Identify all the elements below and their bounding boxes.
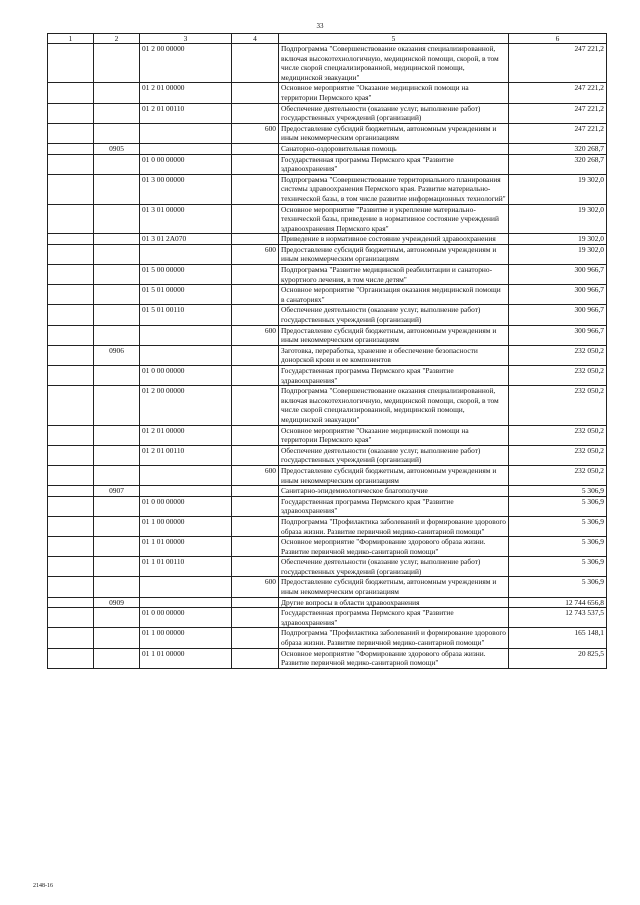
cell-target-article: 01 2 01 00000 — [140, 83, 232, 103]
cell-description: Обеспечение деятельности (оказание услуг, выполнение работ) государственных учреждений (организаций) — [279, 305, 509, 325]
cell-description: Основное мероприятие "Формирование здорового образа жизни. Развитие первичной медико-санитарной помощи" — [279, 648, 509, 668]
cell-target-article: 01 2 00 00000 — [140, 386, 232, 425]
table-row — [48, 123, 607, 143]
cell-description: Обеспечение деятельности (оказание услуг, выполнение работ) государственных учреждений (организаций) — [279, 445, 509, 465]
cell-target-article — [140, 486, 232, 497]
cell-amount: 247 221,2 — [509, 123, 607, 143]
cell-expense-type — [232, 445, 279, 465]
cell-section — [48, 608, 94, 628]
cell-section — [48, 648, 94, 668]
cell-target-article: 01 1 00 00000 — [140, 628, 232, 648]
cell-target-article: 01 2 00 00000 — [140, 44, 232, 83]
cell-description: Обеспечение деятельности (оказание услуг, выполнение работ) государственных учреждений (организаций) — [279, 557, 509, 577]
cell-amount: 5 306,9 — [509, 577, 607, 597]
cell-subsection — [94, 204, 140, 234]
cell-subsection — [94, 83, 140, 103]
table-row — [48, 265, 607, 285]
cell-amount: 232 050,2 — [509, 345, 607, 365]
cell-description: Подпрограмма "Совершенствование оказания специализированной, включая высокотехнологичную, медицинской помощи, скорой, в том числе скорой специализированной, медицинской помощи, медицинской эвакуации" — [279, 386, 509, 425]
cell-amount: 300 966,7 — [509, 325, 607, 345]
cell-subsection — [94, 516, 140, 536]
cell-description: Подпрограмма "Совершенствование оказания специализированной, включая высокотехнологичную, медицинской помощи, скорой, в том числе скорой специализированной, медицинской помощи, медицинской эвакуации" — [279, 44, 509, 83]
cell-target-article — [140, 123, 232, 143]
table-row — [48, 486, 607, 497]
cell-amount: 5 306,9 — [509, 496, 607, 516]
cell-amount: 19 302,0 — [509, 174, 607, 204]
cell-description: Государственная программа Пермского края "Развитие здравоохранения" — [279, 608, 509, 628]
cell-description: Основное мероприятие "Организация оказания медицинской помощи в санаториях" — [279, 285, 509, 305]
cell-amount: 5 306,9 — [509, 557, 607, 577]
table-row — [48, 244, 607, 264]
cell-target-article: 01 2 01 00110 — [140, 103, 232, 123]
cell-subsection — [94, 386, 140, 425]
cell-amount: 232 050,2 — [509, 425, 607, 445]
cell-expense-type: 600 — [232, 465, 279, 485]
cell-amount: 247 221,2 — [509, 83, 607, 103]
header-col-2: 2 — [94, 34, 140, 44]
cell-expense-type — [232, 44, 279, 83]
cell-expense-type — [232, 174, 279, 204]
cell-section — [48, 537, 94, 557]
cell-section — [48, 425, 94, 445]
cell-description: Основное мероприятие "Развитие и укрепление материально-технической базы, приведение в нормативное состояние учреждений здравоохранения Пермского края" — [279, 204, 509, 234]
cell-target-article: 01 5 00 00000 — [140, 265, 232, 285]
page-number: 33 — [316, 22, 324, 30]
cell-subsection — [94, 577, 140, 597]
cell-target-article: 01 0 00 00000 — [140, 154, 232, 174]
cell-amount: 5 306,9 — [509, 486, 607, 497]
table-row — [48, 345, 607, 365]
table-row — [48, 154, 607, 174]
cell-subsection — [94, 366, 140, 386]
table-row — [48, 83, 607, 103]
cell-description: Другие вопросы в области здравоохранения — [279, 597, 509, 608]
cell-target-article — [140, 597, 232, 608]
cell-amount: 232 050,2 — [509, 465, 607, 485]
cell-subsection — [94, 174, 140, 204]
cell-expense-type — [232, 628, 279, 648]
cell-target-article: 01 0 00 00000 — [140, 608, 232, 628]
cell-subsection — [94, 557, 140, 577]
cell-description: Основное мероприятие "Оказание медицинской помощи на территории Пермского края" — [279, 83, 509, 103]
cell-description: Приведение в нормативное состояние учреждений здравоохранения — [279, 234, 509, 245]
cell-section — [48, 83, 94, 103]
cell-target-article — [140, 325, 232, 345]
cell-subsection — [94, 244, 140, 264]
cell-section — [48, 386, 94, 425]
cell-section — [48, 516, 94, 536]
cell-subsection — [94, 234, 140, 245]
header-col-1: 1 — [48, 34, 94, 44]
cell-amount: 247 221,2 — [509, 44, 607, 83]
cell-target-article — [140, 345, 232, 365]
table-row — [48, 44, 607, 83]
cell-section — [48, 577, 94, 597]
cell-target-article — [140, 244, 232, 264]
cell-target-article: 01 1 01 00110 — [140, 557, 232, 577]
cell-target-article: 01 2 01 00110 — [140, 445, 232, 465]
header-col-3: 3 — [140, 34, 232, 44]
cell-section — [48, 597, 94, 608]
table-row — [48, 496, 607, 516]
table-row — [48, 608, 607, 628]
cell-amount: 5 306,9 — [509, 516, 607, 536]
cell-expense-type — [232, 386, 279, 425]
table-row — [48, 597, 607, 608]
cell-expense-type — [232, 83, 279, 103]
cell-amount: 300 966,7 — [509, 285, 607, 305]
cell-expense-type: 600 — [232, 123, 279, 143]
cell-amount: 320 268,7 — [509, 143, 607, 154]
cell-target-article: 01 3 01 2А070 — [140, 234, 232, 245]
cell-target-article: 01 1 00 00000 — [140, 516, 232, 536]
cell-description: Основное мероприятие "Формирование здорового образа жизни. Развитие первичной медико-санитарной помощи" — [279, 537, 509, 557]
cell-subsection — [94, 648, 140, 668]
cell-section — [48, 557, 94, 577]
table-row — [48, 204, 607, 234]
cell-expense-type — [232, 285, 279, 305]
table-row — [48, 143, 607, 154]
table-row — [48, 628, 607, 648]
cell-description: Государственная программа Пермского края "Развитие здравоохранения" — [279, 366, 509, 386]
cell-section — [48, 174, 94, 204]
cell-description: Подпрограмма "Развитие медицинской реабилитации и санаторно-курортного лечения, в том числе детям" — [279, 265, 509, 285]
cell-section — [48, 325, 94, 345]
cell-target-article: 01 3 00 00000 — [140, 174, 232, 204]
cell-subsection — [94, 285, 140, 305]
cell-section — [48, 285, 94, 305]
cell-section — [48, 305, 94, 325]
cell-amount: 232 050,2 — [509, 445, 607, 465]
cell-section — [48, 628, 94, 648]
cell-subsection — [94, 265, 140, 285]
cell-expense-type — [232, 265, 279, 285]
cell-subsection — [94, 305, 140, 325]
table-row — [48, 386, 607, 425]
budget-table — [47, 33, 607, 669]
cell-expense-type — [232, 154, 279, 174]
cell-expense-type: 600 — [232, 325, 279, 345]
cell-description: Основное мероприятие "Оказание медицинской помощи на территории Пермского края" — [279, 425, 509, 445]
cell-target-article: 01 0 00 00000 — [140, 496, 232, 516]
cell-subsection — [94, 537, 140, 557]
cell-section — [48, 204, 94, 234]
table-row — [48, 516, 607, 536]
cell-subsection — [94, 103, 140, 123]
table-row — [48, 648, 607, 668]
cell-subsection — [94, 44, 140, 83]
cell-amount: 19 302,0 — [509, 244, 607, 264]
cell-subsection — [94, 496, 140, 516]
footer-code: 2148-16 — [33, 883, 53, 889]
cell-description: Заготовка, переработка, хранение и обеспечение безопасности донорской крови и ее компонентов — [279, 345, 509, 365]
cell-section — [48, 244, 94, 264]
table-row — [48, 174, 607, 204]
cell-description: Обеспечение деятельности (оказание услуг, выполнение работ) государственных учреждений (организаций) — [279, 103, 509, 123]
cell-expense-type — [232, 234, 279, 245]
cell-description: Государственная программа Пермского края "Развитие здравоохранения" — [279, 496, 509, 516]
cell-description: Санитарно-эпидемиологическое благополучие — [279, 486, 509, 497]
cell-section — [48, 465, 94, 485]
table-body — [48, 44, 607, 669]
cell-description: Предоставление субсидий бюджетным, автономным учреждениям и иным некоммерческим организациям — [279, 244, 509, 264]
cell-target-article — [140, 577, 232, 597]
cell-target-article: 01 5 01 00110 — [140, 305, 232, 325]
cell-section — [48, 345, 94, 365]
cell-subsection — [94, 325, 140, 345]
cell-expense-type — [232, 486, 279, 497]
table-row — [48, 577, 607, 597]
cell-section — [48, 154, 94, 174]
cell-expense-type — [232, 537, 279, 557]
cell-subsection — [94, 608, 140, 628]
cell-target-article — [140, 465, 232, 485]
cell-amount: 300 966,7 — [509, 265, 607, 285]
cell-amount: 300 966,7 — [509, 305, 607, 325]
cell-expense-type — [232, 305, 279, 325]
cell-amount: 232 050,2 — [509, 386, 607, 425]
cell-description: Предоставление субсидий бюджетным, автономным учреждениям и иным некоммерческим организациям — [279, 123, 509, 143]
table-row — [48, 366, 607, 386]
table-row — [48, 465, 607, 485]
cell-description: Подпрограмма "Профилактика заболеваний и формирование здорового образа жизни. Развитие первичной медико-санитарной помощи" — [279, 516, 509, 536]
cell-section — [48, 496, 94, 516]
cell-description: Предоставление субсидий бюджетным, автономным учреждениям и иным некоммерческим организациям — [279, 465, 509, 485]
table-row — [48, 103, 607, 123]
header-col-4: 4 — [232, 34, 279, 44]
cell-subsection: 0905 — [94, 143, 140, 154]
cell-description: Подпрограмма "Профилактика заболеваний и формирование здорового образа жизни. Развитие первичной медико-санитарной помощи" — [279, 628, 509, 648]
cell-section — [48, 486, 94, 497]
cell-target-article: 01 5 01 00000 — [140, 285, 232, 305]
table-row — [48, 285, 607, 305]
cell-subsection — [94, 465, 140, 485]
cell-target-article: 01 1 01 00000 — [140, 648, 232, 668]
cell-expense-type — [232, 425, 279, 445]
cell-target-article: 01 0 00 00000 — [140, 366, 232, 386]
cell-expense-type — [232, 366, 279, 386]
cell-description: Подпрограмма "Совершенствование территориального планирования системы здравоохранения Пермского края. Развитие материально-технической базы, в том числе развитие информационных технологий" — [279, 174, 509, 204]
cell-expense-type — [232, 516, 279, 536]
cell-amount: 5 306,9 — [509, 537, 607, 557]
cell-section — [48, 143, 94, 154]
cell-subsection — [94, 445, 140, 465]
cell-subsection: 0909 — [94, 597, 140, 608]
header-col-6: 6 — [509, 34, 607, 44]
cell-amount: 12 743 537,5 — [509, 608, 607, 628]
cell-expense-type — [232, 103, 279, 123]
cell-description: Государственная программа Пермского края "Развитие здравоохранения" — [279, 154, 509, 174]
cell-subsection — [94, 123, 140, 143]
cell-expense-type — [232, 557, 279, 577]
table-row — [48, 305, 607, 325]
table-row — [48, 557, 607, 577]
cell-target-article: 01 1 01 00000 — [140, 537, 232, 557]
cell-expense-type — [232, 608, 279, 628]
cell-section — [48, 234, 94, 245]
cell-amount: 165 148,1 — [509, 628, 607, 648]
table-row — [48, 425, 607, 445]
cell-amount: 12 744 656,8 — [509, 597, 607, 608]
cell-expense-type — [232, 143, 279, 154]
cell-subsection — [94, 628, 140, 648]
cell-section — [48, 103, 94, 123]
cell-target-article: 01 2 01 00000 — [140, 425, 232, 445]
cell-target-article: 01 3 01 00000 — [140, 204, 232, 234]
table-row — [48, 234, 607, 245]
cell-subsection — [94, 425, 140, 445]
table-row — [48, 537, 607, 557]
cell-amount: 20 825,5 — [509, 648, 607, 668]
header-col-5: 5 — [279, 34, 509, 44]
cell-description: Санаторно-оздоровительная помощь — [279, 143, 509, 154]
cell-expense-type: 600 — [232, 244, 279, 264]
cell-expense-type — [232, 597, 279, 608]
cell-description: Предоставление субсидий бюджетным, автономным учреждениям и иным некоммерческим организациям — [279, 325, 509, 345]
cell-subsection: 0906 — [94, 345, 140, 365]
cell-section — [48, 265, 94, 285]
cell-expense-type: 600 — [232, 577, 279, 597]
cell-amount: 320 268,7 — [509, 154, 607, 174]
cell-amount: 232 050,2 — [509, 366, 607, 386]
cell-expense-type — [232, 648, 279, 668]
table-header-row — [48, 34, 607, 44]
cell-subsection: 0907 — [94, 486, 140, 497]
table-row — [48, 445, 607, 465]
cell-description: Предоставление субсидий бюджетным, автономным учреждениям и иным некоммерческим организациям — [279, 577, 509, 597]
cell-amount: 19 302,0 — [509, 204, 607, 234]
cell-section — [48, 366, 94, 386]
table-row — [48, 325, 607, 345]
cell-amount: 247 221,2 — [509, 103, 607, 123]
cell-section — [48, 445, 94, 465]
cell-section — [48, 123, 94, 143]
cell-subsection — [94, 154, 140, 174]
cell-section — [48, 44, 94, 83]
cell-expense-type — [232, 204, 279, 234]
cell-target-article — [140, 143, 232, 154]
cell-expense-type — [232, 496, 279, 516]
cell-expense-type — [232, 345, 279, 365]
cell-amount: 19 302,0 — [509, 234, 607, 245]
